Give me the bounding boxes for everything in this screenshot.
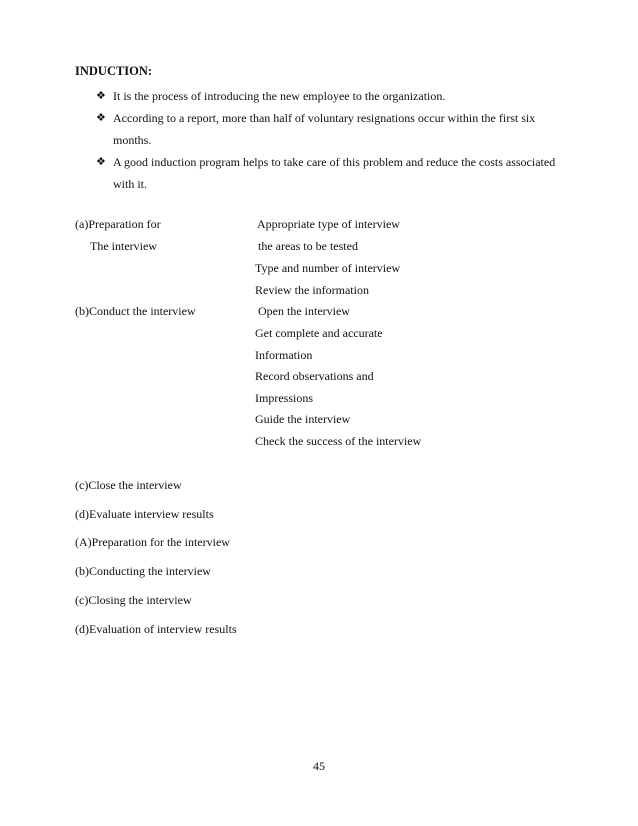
list-item: (c)Closing the interview — [75, 593, 192, 607]
bullet-item — [96, 85, 576, 107]
bullet-text: It is the process of introducing the new employee to the organization. — [113, 89, 446, 103]
stage-step: Information — [255, 348, 313, 362]
page-number: 45 — [313, 759, 325, 773]
stage-step: Check the success of the interview — [255, 434, 422, 448]
bullet-text: A good induction program helps to take care of this problem and reduce the costs associated with it. — [113, 155, 556, 191]
list-item: (A)Preparation for the interview — [75, 535, 230, 549]
bullet-item — [96, 151, 576, 195]
bullet-item — [96, 107, 576, 151]
bullet-text: According to a report, more than half of voluntary resignations occur within the first six months. — [113, 111, 536, 147]
list-item: (c)Close the interview — [75, 478, 182, 492]
stage-step: Impressions — [255, 391, 313, 405]
stage-step: Open the interview — [258, 304, 350, 318]
stage-step: Appropriate type of interview — [257, 217, 400, 231]
list-item: (b)Conducting the interview — [75, 564, 211, 578]
stage-step: Review the information — [255, 283, 369, 297]
list-item: (d)Evaluate interview results — [75, 507, 214, 521]
diamond-bullet-icon: ❖ — [96, 89, 106, 102]
stage-step: Guide the interview — [255, 412, 351, 426]
stage-label-continued: The interview — [90, 239, 157, 253]
stage-step: Type and number of interview — [255, 261, 401, 275]
stage-label: (a)Preparation for — [75, 217, 161, 231]
diamond-bullet-icon: ❖ — [96, 111, 106, 124]
stage-step: Record observations and — [255, 369, 374, 383]
section-heading: INDUCTION: — [75, 64, 153, 78]
list-item: (d)Evaluation of interview results — [75, 622, 237, 636]
diamond-bullet-icon: ❖ — [96, 155, 106, 168]
stage-label: (b)Conduct the interview — [75, 304, 196, 318]
stage-step: the areas to be tested — [258, 239, 358, 253]
stage-step: Get complete and accurate — [255, 326, 383, 340]
